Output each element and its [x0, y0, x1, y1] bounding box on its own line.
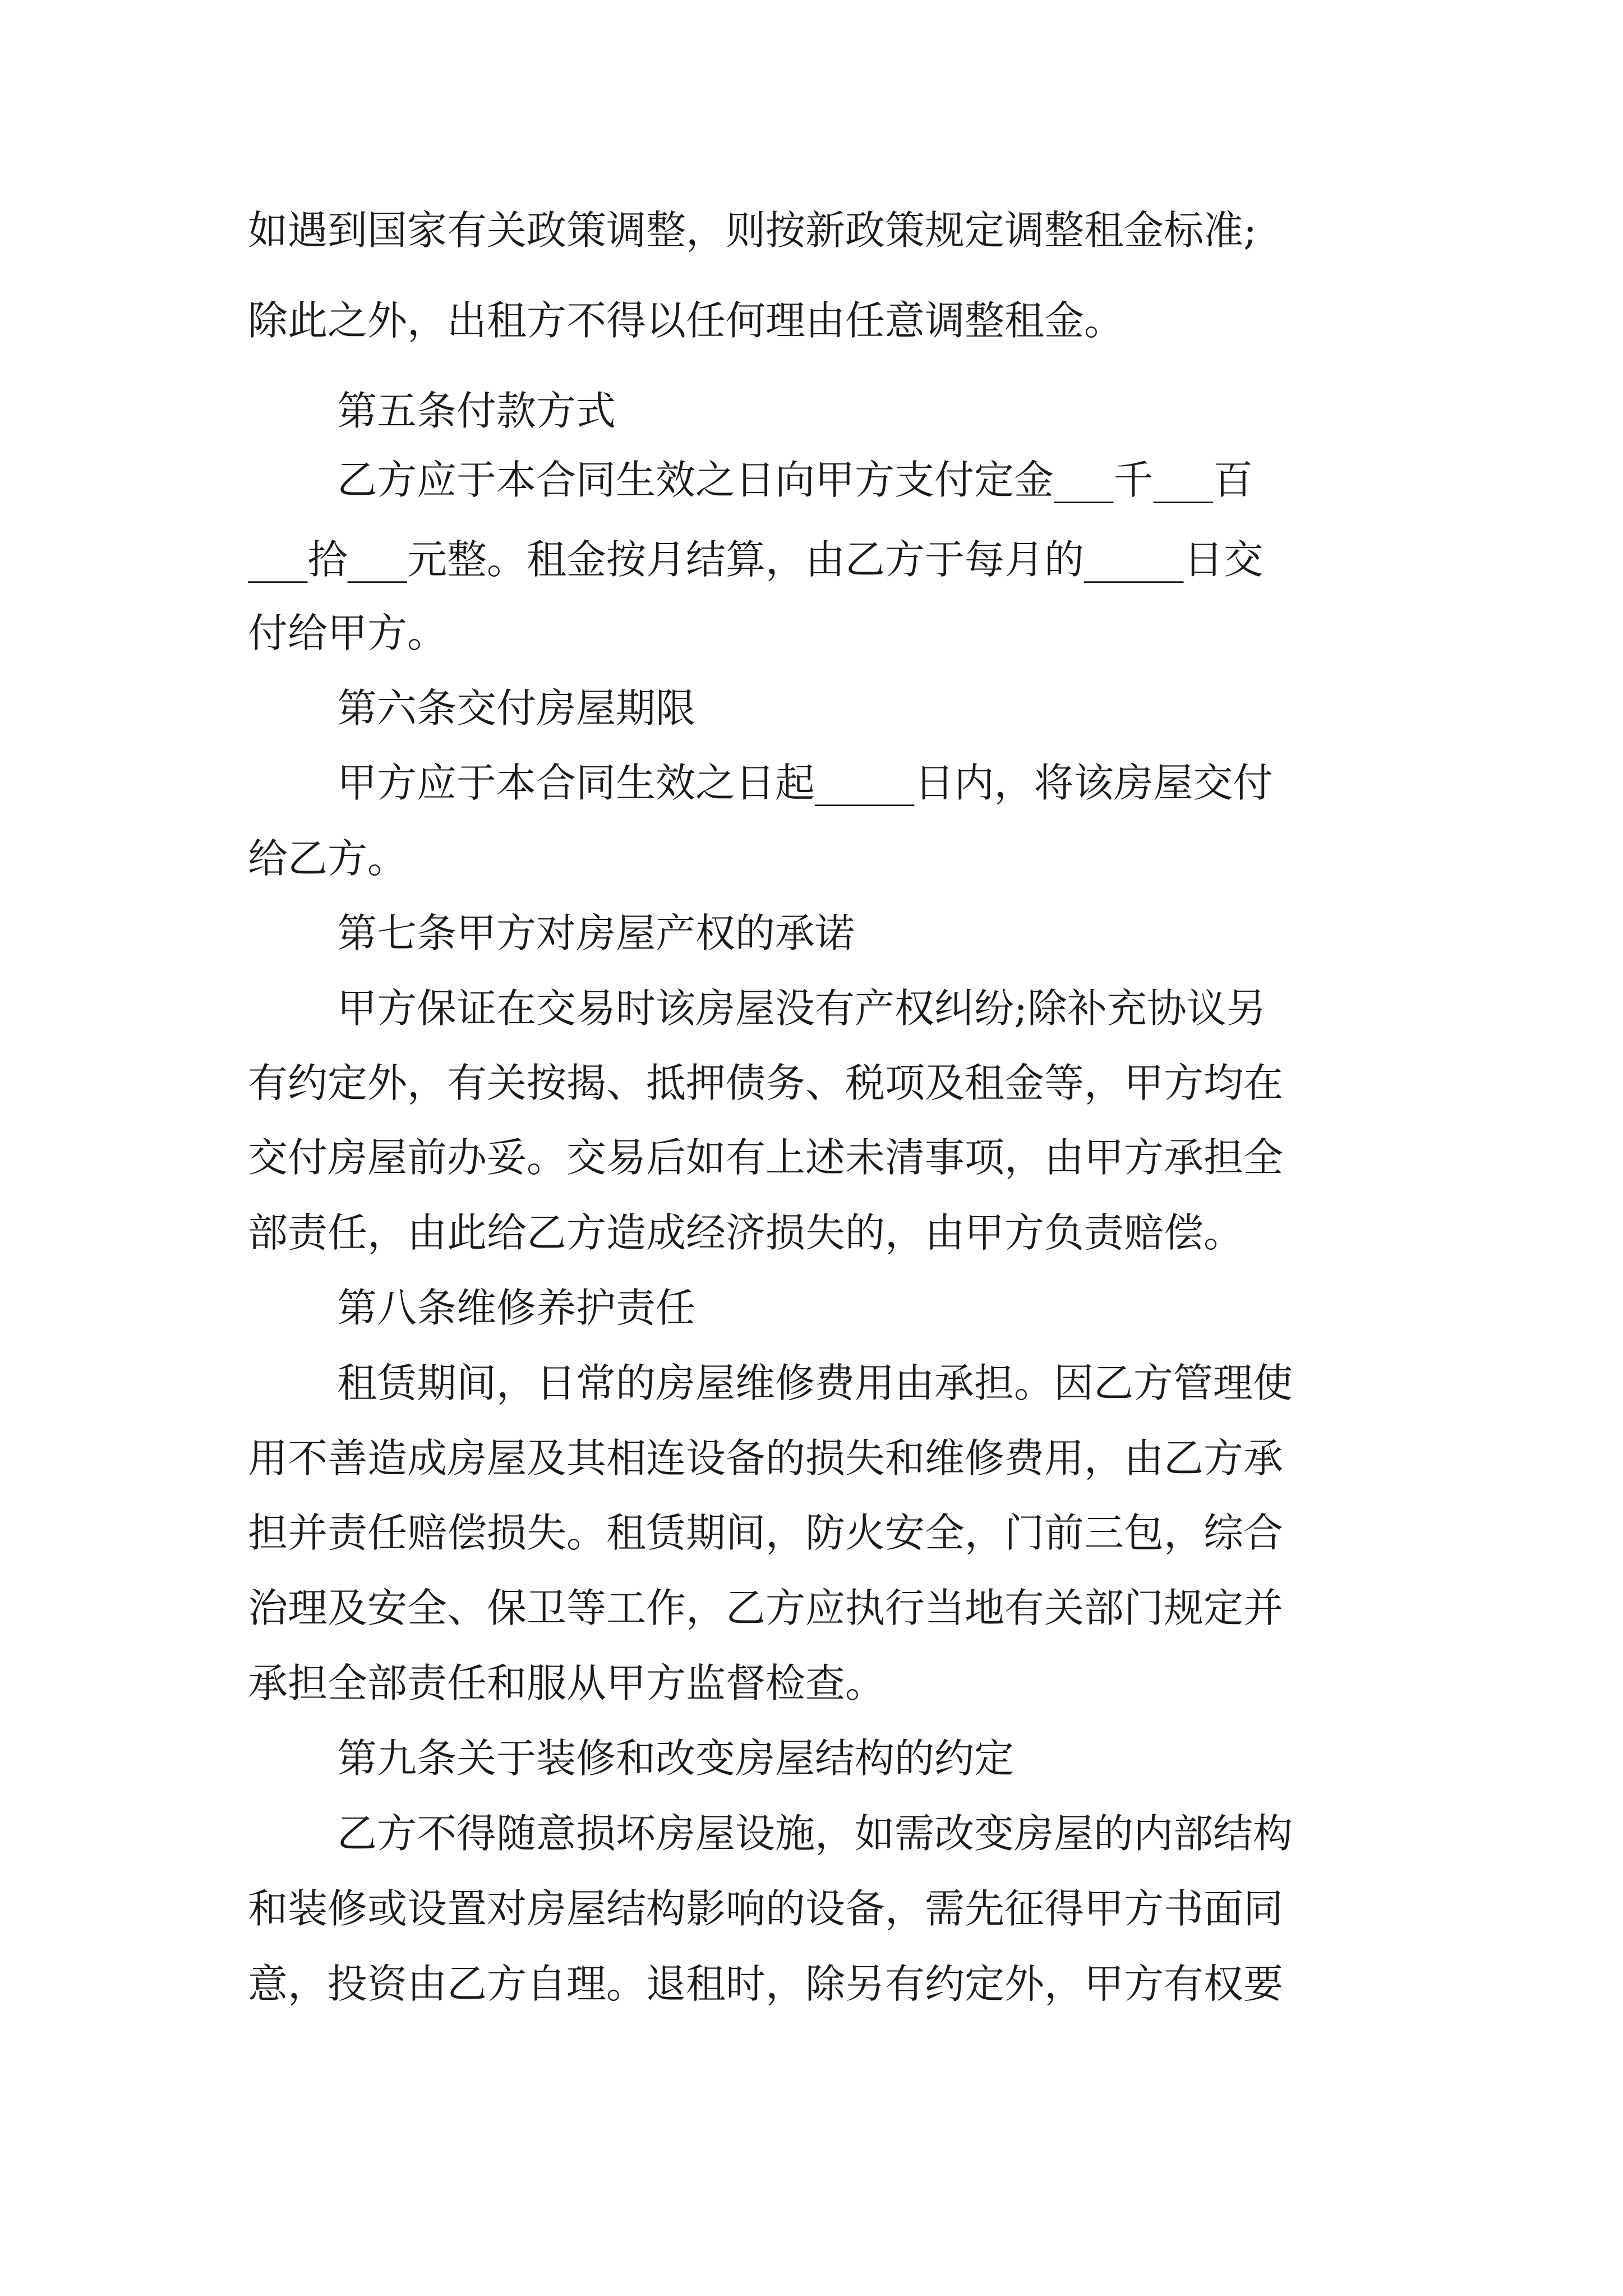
body-line: 交付房屋前办妥。交易后如有上述未清事项，由甲方承担全	[248, 1134, 1284, 1181]
body-line: 除此之外，出租方不得以任何理由任意调整租金。	[248, 297, 1124, 344]
body-line: 意，投资由乙方自理。退租时，除另有约定外，甲方有权要	[248, 1961, 1284, 2007]
body-line: 乙方不得随意损坏房屋设施，如需改变房屋的内部结构	[337, 1810, 1293, 1857]
body-line: 承担全部责任和服从甲方监督检查。	[248, 1660, 886, 1706]
body-line: 甲方保证在交易时该房屋没有产权纠纷;除补充协议另	[337, 985, 1266, 1032]
section-heading: 第七条甲方对房屋产权的承诺	[337, 910, 855, 956]
body-line: 租赁期间，日常的房屋维修费用由承担。因乙方管理使	[337, 1360, 1293, 1406]
body-line: 给乙方。	[248, 835, 408, 882]
body-line: 部责任，由此给乙方造成经济损失的，由甲方负责赔偿。	[248, 1209, 1244, 1256]
body-line: ___拾___元整。租金按月结算，由乙方于每月的_____日交	[248, 536, 1264, 583]
body-line: 有约定外，有关按揭、抵押债务、税项及租金等，甲方均在	[248, 1060, 1284, 1106]
body-line: 付给甲方。	[248, 610, 448, 656]
body-line: 甲方应于本合同生效之日起_____日内，将该房屋交付	[337, 760, 1273, 806]
section-heading: 第六条交付房屋期限	[337, 685, 696, 731]
body-line: 治理及安全、保卫等工作，乙方应执行当地有关部门规定并	[248, 1585, 1284, 1631]
body-line: 用不善造成房屋及其相连设备的损失和维修费用，由乙方承	[248, 1435, 1284, 1481]
section-heading: 第五条付款方式	[337, 388, 616, 434]
body-line: 担并责任赔偿损失。租赁期间，防火安全，门前三包，综合	[248, 1510, 1284, 1556]
section-heading: 第九条关于装修和改变房屋结构的约定	[337, 1735, 1015, 1782]
body-line: 和装修或设置对房屋结构影响的设备，需先征得甲方书面同	[248, 1885, 1284, 1932]
body-line: 如遇到国家有关政策调整，则按新政策规定调整租金标准;	[248, 207, 1257, 254]
section-heading: 第八条维修养护责任	[337, 1285, 696, 1331]
body-line: 乙方应于本合同生效之日向甲方支付定金___千___百	[337, 457, 1253, 503]
